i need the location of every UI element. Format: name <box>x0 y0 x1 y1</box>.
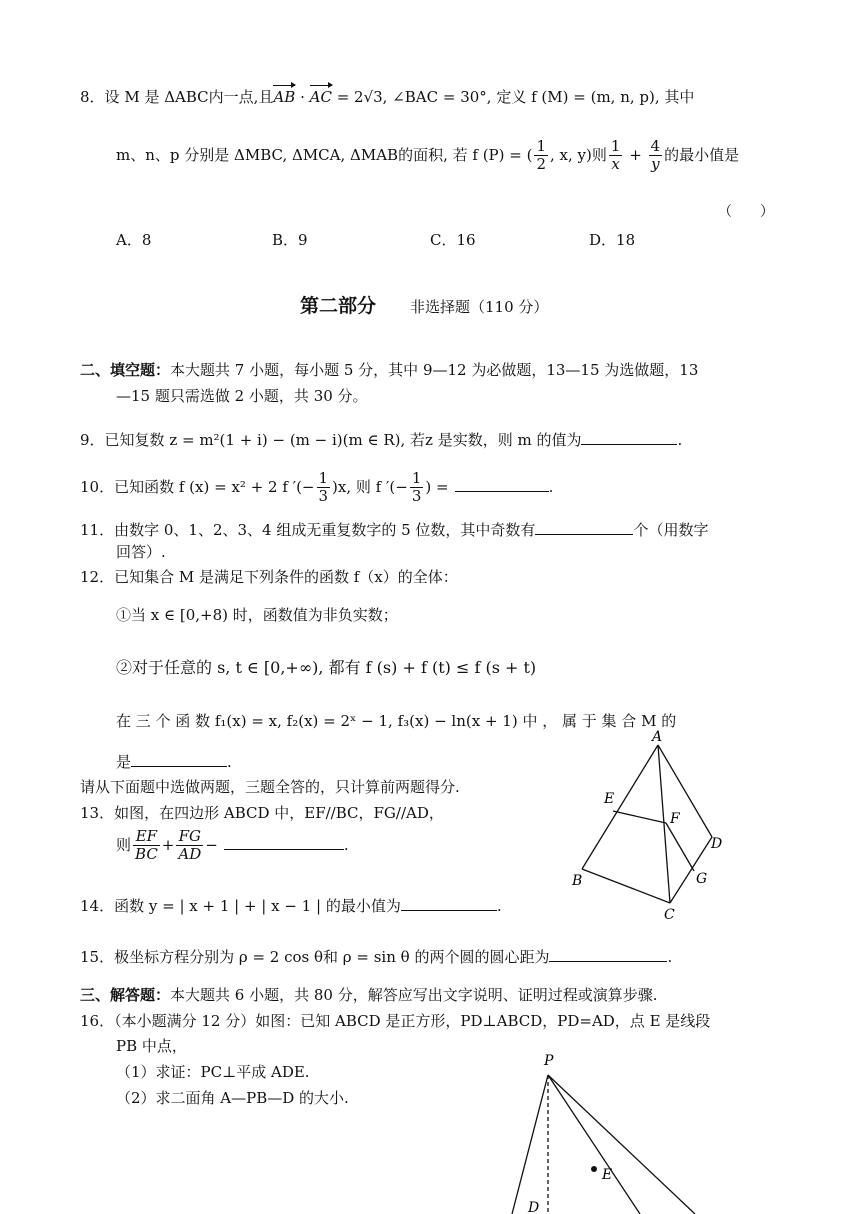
fraction-ef-bc: $\frac{EF}{BC}$ <box>135 827 158 864</box>
answer-blank[interactable] <box>549 945 667 962</box>
answer-blank[interactable] <box>224 833 344 850</box>
fraction-one-third: $\frac{1}{3}$ <box>318 469 329 506</box>
fraction-one-over-x: $\frac{1}{x}$ <box>610 137 621 174</box>
option-b: B．9 <box>272 231 308 249</box>
q16-part1: （1）求证：PC⊥平成 ADE. <box>116 1063 310 1081</box>
choose-note: 请从下面题中选做两题，三题全答的，只计算前两题得分. <box>80 778 460 796</box>
fraction-half: $\frac{1}{2}$ <box>536 137 547 174</box>
pyramid-figure <box>490 1045 730 1214</box>
section2-heading: 二、填空题： <box>80 361 171 379</box>
q13: 13．如图，在四边形 ABCD 中，EF//BC，FG//AD， <box>80 804 444 822</box>
q12-functions: 在 三 个 函 数 f₁(x) = x, f₂(x) = 2ˣ − 1, f₃(x) − ln(x + 1) 中 ， 属 于 集 合 M 的 <box>116 712 677 730</box>
label-a: A <box>652 729 663 745</box>
label-p: P <box>544 1053 554 1069</box>
label-b: B <box>572 873 583 889</box>
label-g: G <box>696 871 708 887</box>
label-d: D <box>711 836 723 852</box>
q12: 12．已知集合 M 是满足下列条件的函数 f（x）的全体： <box>80 568 458 586</box>
label-d2: D <box>528 1200 540 1214</box>
q12-condition1: ①当 x ∈ [0,+8) 时，函数值为非负实数； <box>116 606 398 624</box>
label-f: F <box>670 811 680 827</box>
vector-ac: AC <box>309 88 332 106</box>
q9: 9．已知复数 z = m²(1 + i) − (m − i)(m ∈ R), 若z 是实数，则 m 的值为 . <box>80 428 682 449</box>
q8-line2: m、n、p 分别是 ΔMBC, ΔMCA, ΔMAB的面积, 若 f (P) = ( $\frac{1}{2}$ , x, y)则 $\frac{1}{x}$ + $\frac{4}{y}$ 的最小值是 <box>116 137 740 174</box>
quadrilateral-figure <box>560 725 730 925</box>
q15: 15．极坐标方程分别为 ρ = 2 cos θ和 ρ = sin θ 的两个圆的圆心距为 . <box>80 945 672 966</box>
option-a: A．8 <box>116 231 152 249</box>
label-e2: E <box>602 1167 613 1183</box>
q8-line1: 8．设 M 是 ΔABC内一点,且AB · AC = 2√3, ∠BAC = 30°, 定义 f (M) = (m, n, p), 其中 <box>80 88 695 106</box>
q10: 10．已知函数 f (x) = x² + 2 f ′(− $\frac{1}{3}$ )x, 则 f ′(− $\frac{1}{3}$ ) = . <box>80 469 554 506</box>
q11-line1: 11．由数字 0、1、2、3、4 组成无重复数字的 5 位数，其中奇数有 个（用数字 <box>80 518 708 539</box>
q8-number: 8． <box>80 88 105 106</box>
fraction-four-over-y: $\frac{4}{y}$ <box>650 137 661 174</box>
option-c: C．16 <box>430 231 476 249</box>
part2-subtitle: 非选择题（110 分） <box>410 298 549 316</box>
answer-blank[interactable] <box>535 518 633 535</box>
label-e: E <box>604 791 615 807</box>
answer-blank[interactable] <box>131 750 227 767</box>
q16-line1: 16．（本小题满分 12 分）如图：已知 ABCD 是正方形，PD⊥ABCD，PD=AD，点 E 是线段 <box>80 1012 711 1030</box>
answer-blank[interactable] <box>581 428 677 445</box>
q16-line2: PB 中点， <box>116 1037 187 1055</box>
part2-title: 第二部分 <box>300 295 377 317</box>
q11-line2: 回答）. <box>116 543 166 561</box>
answer-blank[interactable] <box>455 475 549 492</box>
point-e <box>591 1166 597 1172</box>
section2-line2: —15 题只需选做 2 小题，共 30 分。 <box>116 387 368 405</box>
q16-part2: （2）求二面角 A—PB—D 的大小. <box>116 1089 349 1107</box>
section3-heading: 三、解答题： <box>80 986 171 1004</box>
label-c: C <box>664 907 675 923</box>
section3-line: 三、解答题：本大题共 6 小题，共 80 分，解答应写出文字说明、证明过程或演算步骤. <box>80 986 658 1004</box>
fraction-fg-ad: $\frac{FG}{AD}$ <box>178 827 202 864</box>
q14: 14．函数 y = | x + 1 | + | x − 1 | 的最小值为 . <box>80 894 502 915</box>
section2-line1: 二、填空题：本大题共 7 小题，每小题 5 分，其中 9—12 为必做题，13—15 为选做题，13 <box>80 361 699 379</box>
fraction-one-third-2: $\frac{1}{3}$ <box>411 469 422 506</box>
q12-condition2: ②对于任意的 s, t ∈ [0,+∞), 都有 f (s) + f (t) ≤ f (s + t) <box>116 658 537 677</box>
q13-expression: 则 $\frac{EF}{BC}$ + $\frac{FG}{AD}$ − . <box>116 827 349 864</box>
answer-blank[interactable] <box>401 894 497 911</box>
vector-ab: AB <box>273 88 296 106</box>
q12-answer-line: 是 . <box>116 750 232 771</box>
option-d: D．18 <box>589 231 636 249</box>
answer-paren: （ ） <box>718 204 774 220</box>
